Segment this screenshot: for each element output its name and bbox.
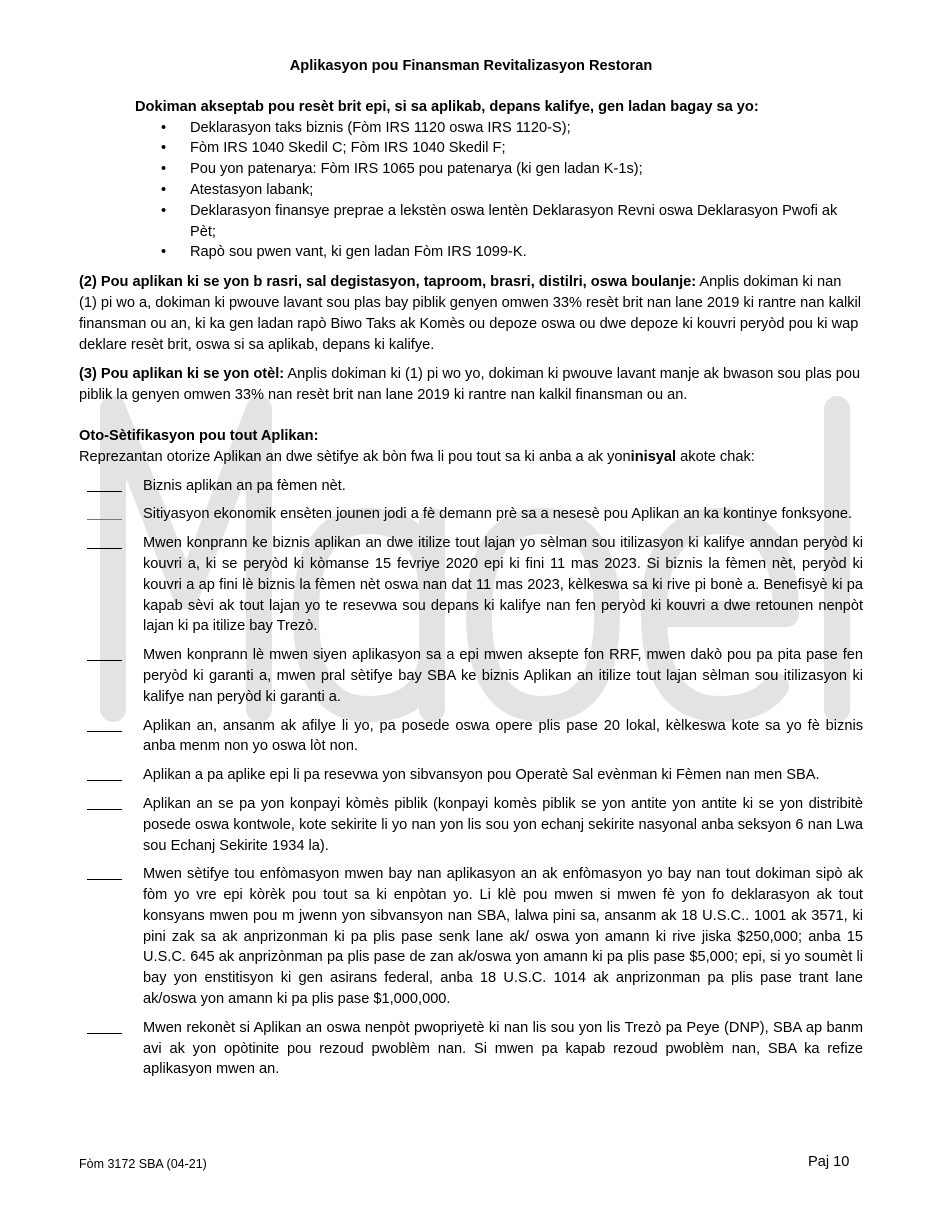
initial-blank[interactable] (87, 660, 122, 661)
initial-blank[interactable] (87, 809, 122, 810)
section-2-heading: (2) Pou aplikan ki se yon b rasri, sal degistasyon, taproom, brasri, distilri, oswa boulanje: (79, 274, 697, 291)
certification-text: Aplikan a pa aplike epi li pa resevwa yon sibvansyon pou Operatè Sal evènman ki Fèmen nan men SBA. (143, 767, 820, 784)
bullet-icon: • (161, 161, 167, 178)
page-number: Paj 10 (808, 1154, 850, 1170)
certification-item (79, 504, 863, 525)
initial-blank[interactable] (87, 519, 122, 520)
list-item (79, 159, 863, 180)
certification-item (79, 476, 863, 497)
certification-intro-start: Reprezantan otorize Aplikan an dwe sètifye ak bòn fwa li pou tout sa ki anba a ak yon (79, 448, 631, 465)
certification-text: Aplikan an, ansanm ak afilye li yo, pa posede oswa opere plis pase 20 lokal, kèlkeswa kote sa yo fè biznis anba menm non yo oswa lòt non. (143, 717, 863, 755)
document-text: Pou yon patenarya: Fòm IRS 1065 pou patenarya (ki gen ladan K-1s); (190, 161, 643, 178)
certification-text: Mwen konprann ke biznis aplikan an dwe itilize tout lajan yo sèlman sou itilizasyon ki kalifye anndan peryòd ki kouvri a, ki se peryòd ki kòmanse 15 fevriye 2020 epi ki fini 11 mas 2023. Si biznis la fèmen nèt, peryòd ki kouvri a ap fini lè biznis la fèmen nèt oswa nan dat 11 mas 2023, kèlkeswa sa ki rive pi bonè a. Benefisyè ki pa kapab sèvi ak tout lajan yo te resevwa sou depans ki kalifye nan fen peryòd ki kouvri a dwe retounen nenpòt lajan ki pa itilize bay Trezò. (143, 535, 863, 635)
certification-text: Mwen sètifye tou enfòmasyon mwen bay nan aplikasyon an ak enfòmasyon yo bay nan tout dokiman sipò ak fòm yo vre epi kòrèk pou tout sa ki enpòtan yo. Li klè pou mwen si mwen fè yon fo deklarasyon ak tout konsyans mwen pou m jwenn yon sibvansyon nan SBA, lalwa pini sa, ansanm ak 18 U.S.C.. 1001 ak 3571, ki pini zak sa ak anprizonman ki pa plis pase senk lane ak/ oswa yon amann ki rive jiska $250,000; anba 15 U.S.C. 645 ak anprizònman pa plis pase de zan ak/oswa yon amann ki pa plis pase $5,000; epi, si yo soumèt li bay yon enstitisyon ki gen asirans federal, anba 18 U.S.C. 1014 ak anprizonman pa plis pase trant lane ak/oswa yon amann ki pa plis pase $1,000,000. (143, 866, 863, 1008)
document-text: Deklarasyon finansye preprae a lekstèn oswa lentèn Deklarasyon Revni oswa Deklarasyon Pwofi ak Pèt; (190, 202, 838, 240)
certification-heading: Oto-Sètifikasyon pou tout Aplikan: (79, 427, 319, 444)
initial-blank[interactable] (87, 879, 122, 880)
certification-item (79, 716, 863, 758)
documents-intro: Dokiman akseptab pou resèt brit epi, si sa aplikab, depans kalifye, gen ladan bagay sa yo: (135, 98, 759, 115)
bullet-icon: • (161, 244, 167, 261)
initial-blank[interactable] (87, 1033, 122, 1034)
certification-text: Biznis aplikan an pa fèmen nèt. (143, 477, 346, 494)
list-item (79, 201, 863, 243)
initial-blank[interactable] (87, 491, 122, 492)
certification-intro-end: akote chak: (676, 448, 755, 465)
list-item (79, 118, 863, 139)
certification-text: Mwen konprann lè mwen siyen aplikasyon sa a epi mwen aksepte fon RRF, mwen dakò pou pa pita pase fen peryòd ki garanti a, mwen pral sètifye bay SBA ke biznis Aplikan an itilize tout lajan sèlman sou itilizasyon ki kalifye nan peryòd ki garanti a. (143, 647, 863, 705)
page-content (79, 56, 863, 1088)
section-3-paragraph (79, 364, 863, 406)
section-3-body: Anplis dokiman ki (1) pi wo yo, dokiman ki pwouve lavant manje ak bwason sou plas pou piblik la genyen omwen 33% nan resèt brit nan lane 2019 ki rantre nan kalkil finansman ou an. (79, 366, 861, 404)
list-item (79, 242, 863, 263)
initial-blank[interactable] (87, 731, 122, 732)
page-title: Aplikasyon pou Finansman Revitalizasyon Restoran (289, 58, 653, 74)
list-item (79, 180, 863, 201)
section-2-paragraph (79, 272, 863, 355)
bullet-icon: • (161, 140, 167, 157)
form-id: Fòm 3172 SBA (04-21) (79, 1157, 207, 1171)
certification-intro-bold: inisyal (630, 448, 677, 465)
certification-item (79, 794, 863, 856)
certification-intro (79, 447, 863, 468)
document-text: Rapò sou pwen vant, ki gen ladan Fòm IRS 1099-K. (190, 244, 527, 261)
section-2-body: Anplis dokiman ki nan (1) pi wo a, dokiman ki pwouve lavant sou plas bay piblik genyen omwen 33% resèt brit nan lane 2019 ki rantre nan kalkil finansman ou an, ki ka gen ladan rapò Biwo Taks ak Komès ou depoze oswa ou dwe depoze ki kouvri peryòd pou ki wap deklare resèt brit, oswa si sa aplikab, depans ki kalifye. (79, 274, 862, 353)
certification-item (79, 645, 863, 707)
list-item (79, 138, 863, 159)
certification-text: Aplikan an se pa yon konpayi kòmès piblik (konpayi komès piblik se yon antite yon antite ki se yon distribitè posede oswa kontwole, kote sekirite li yo nan yon lis sou yon echanj sekirite nasyonal anba seksyon 6 nan Lwa sou Echanj Sekirite 1934 la). (143, 795, 863, 854)
bullet-icon: • (161, 181, 167, 198)
documents-list (79, 118, 863, 264)
certification-item (79, 1018, 863, 1080)
certification-text: Mwen rekonèt si Aplikan an oswa nenpòt pwopriyetè ki nan lis sou yon lis Trezò pa Peye (DNP), SBA ap banm avi ak yon opòtinite pou rezoud pwoblèm nan. Si mwen pa kapab rezoud pwoblèm nan, SBA ka refize aplikasyon mwen an. (143, 1019, 863, 1078)
certification-item (79, 533, 863, 637)
certification-item (79, 864, 863, 1010)
initial-blank[interactable] (87, 548, 122, 549)
certification-text: Sitiyasyon ekonomik ensèten jounen jodi a fè demann prè sa a nesesè pou Aplikan an ka kontinye fonksyone. (143, 506, 853, 523)
document-text: Atestasyon labank; (190, 181, 314, 198)
initial-blank[interactable] (87, 780, 122, 781)
bullet-icon: • (161, 202, 167, 219)
watermark-label: Model (474, 596, 478, 597)
bullet-icon: • (161, 119, 167, 136)
document-text: Deklarasyon taks biznis (Fòm IRS 1120 oswa IRS 1120-S); (190, 119, 571, 136)
certification-item (79, 765, 863, 786)
document-text: Fòm IRS 1040 Skedil C; Fòm IRS 1040 Skedil F; (190, 140, 506, 157)
section-3-heading: (3) Pou aplikan ki se yon otèl: (79, 366, 285, 383)
